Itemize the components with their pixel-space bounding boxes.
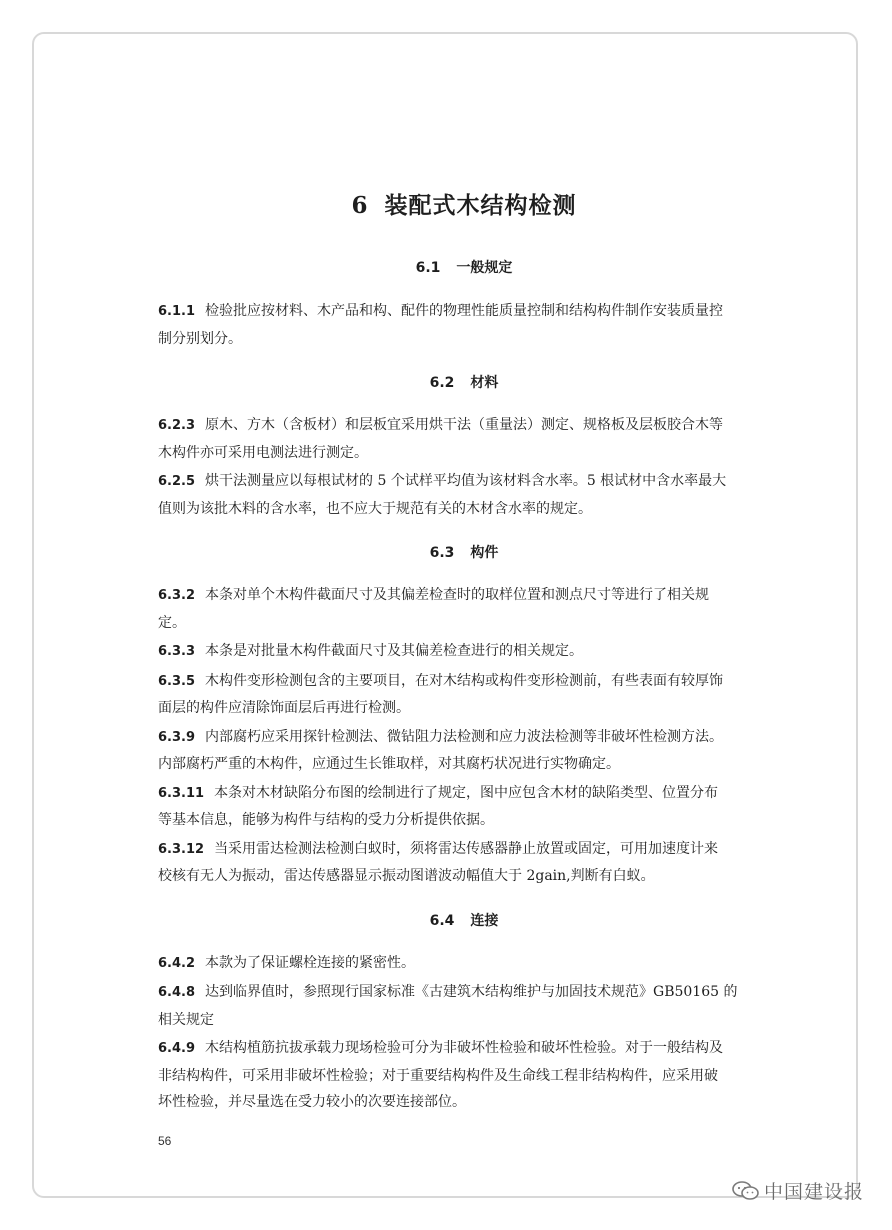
clause-number: 6.2.3 <box>158 418 196 433</box>
clause-number: 6.4.8 <box>158 985 196 1000</box>
clause-number: 6.3.9 <box>158 729 196 745</box>
clause <box>158 950 770 978</box>
section-number: 6.1 <box>415 260 441 276</box>
clause-text: 相关规定 <box>158 1011 214 1028</box>
section-title <box>158 543 770 563</box>
section-title <box>158 373 770 393</box>
clause-text: 木结构植筋抗拔承载力现场检验可分为非破坏性检验和破坏性检验。对于一般结构及 <box>205 1040 724 1056</box>
clause-text: 木构件亦可采用电测法进行测定。 <box>158 444 368 461</box>
section-title-text: 材料 <box>470 375 499 391</box>
section-title <box>158 258 770 278</box>
clause-text: 定。 <box>158 614 186 631</box>
clause-text: 本条是对批量木构件截面尺寸及其偏差检查进行的相关规定。 <box>205 643 584 659</box>
clause-number: 6.3.11 <box>158 785 205 801</box>
section-title-text: 一般规定 <box>456 260 513 276</box>
page-number: 56 <box>158 1134 172 1148</box>
clause-text: 内部腐朽应采用探针检测法、微钻阻力法检测和应力波法检测等非破坏性检测方法。 <box>205 728 724 745</box>
section-number: 6.4 <box>429 912 455 929</box>
clause-number: 6.3.2 <box>158 588 196 603</box>
chapter-title <box>158 190 770 222</box>
clause-text: 本款为了保证螺栓连接的紧密性。 <box>205 954 416 971</box>
section-number: 6.2 <box>429 375 455 391</box>
clause-number: 6.3.3 <box>158 644 196 659</box>
clause-number: 6.4.2 <box>158 955 196 971</box>
clause <box>158 979 770 1033</box>
section-title-text: 连接 <box>470 912 499 929</box>
clause-text: 内部腐朽严重的木构件，应通过生长锥取样，对其腐朽状况进行实物确定。 <box>158 756 620 772</box>
clause-text: 等基本信息，能够为构件与结构的受力分析提供依据。 <box>158 812 494 828</box>
document-page <box>32 32 858 1198</box>
clause <box>158 1035 770 1116</box>
clause-text: 非结构构件，可采用非破坏性检验；对于重要结构构件及生命线工程非结构构件，应采用破 <box>158 1067 718 1084</box>
clause-number: 6.3.5 <box>158 673 196 689</box>
clause <box>158 668 770 722</box>
clause-text: 检验批应按材料、木产品和构、配件的物理性能质量控制和结构构件制作安装质量控 <box>205 303 724 319</box>
clause-text: 面层的构件应清除饰面层后再进行检测。 <box>158 700 410 716</box>
clause-number: 6.3.12 <box>158 841 205 857</box>
chapter-number: 6 <box>351 192 369 219</box>
clause-text: 当采用雷达检测法检测白蚁时，须将雷达传感器静止放置或固定，可用加速度计来 <box>214 840 719 857</box>
clause-text: 坏性检验，并尽量选在受力较小的次要连接部位。 <box>158 1094 466 1110</box>
clause-text: 本条对木材缺陷分布图的绘制进行了规定，图中应包含木材的缺陷类型、位置分布 <box>214 784 719 801</box>
chapter-title-text: 装配式木结构检测 <box>384 192 577 219</box>
section-number: 6.3 <box>429 545 455 561</box>
clause <box>158 412 770 466</box>
clause-text: 原木、方木（含板材）和层板宜采用烘干法（重量法）测定、规格板及层板胶合木等 <box>205 417 724 433</box>
wechat-icon <box>732 1181 760 1201</box>
clause <box>158 836 770 890</box>
clause-text: 制分别划分。 <box>158 330 242 347</box>
clause-text: 达到临界值时，参照现行国家标准《古建筑木结构维护与加固技术规范》GB50165 的 <box>205 984 738 1000</box>
page-content <box>158 160 770 1116</box>
clause <box>158 298 770 352</box>
clause-number: 6.2.5 <box>158 474 196 489</box>
clause <box>158 468 770 522</box>
clause <box>158 724 770 778</box>
clause <box>158 582 770 636</box>
section-title-text: 构件 <box>470 545 499 561</box>
clause-number: 6.4.9 <box>158 1041 196 1056</box>
clause-text: 本条对单个木构件截面尺寸及其偏差检查时的取样位置和测点尺寸等进行了相关规 <box>205 587 710 603</box>
watermark <box>732 1177 864 1204</box>
clause <box>158 780 770 834</box>
section-title <box>158 911 770 931</box>
clause-text: 校核有无人为振动，雷达传感器显示振动图谱波动幅值大于 2gain,判断有白蚁。 <box>158 868 655 884</box>
clause <box>158 638 770 666</box>
clause-text: 烘干法测量应以每根试材的 5 个试样平均值为该材料含水率。5 根试材中含水率最大 <box>205 473 727 489</box>
watermark-text: 中国建设报 <box>763 1181 864 1203</box>
clause-number: 6.1.1 <box>158 304 196 319</box>
clause-text: 木构件变形检测包含的主要项目，在对木结构或构件变形检测前，有些表面有较厚饰 <box>205 672 724 689</box>
clause-text: 值则为该批木料的含水率，也不应大于规范有关的木材含水率的规定。 <box>158 500 592 517</box>
